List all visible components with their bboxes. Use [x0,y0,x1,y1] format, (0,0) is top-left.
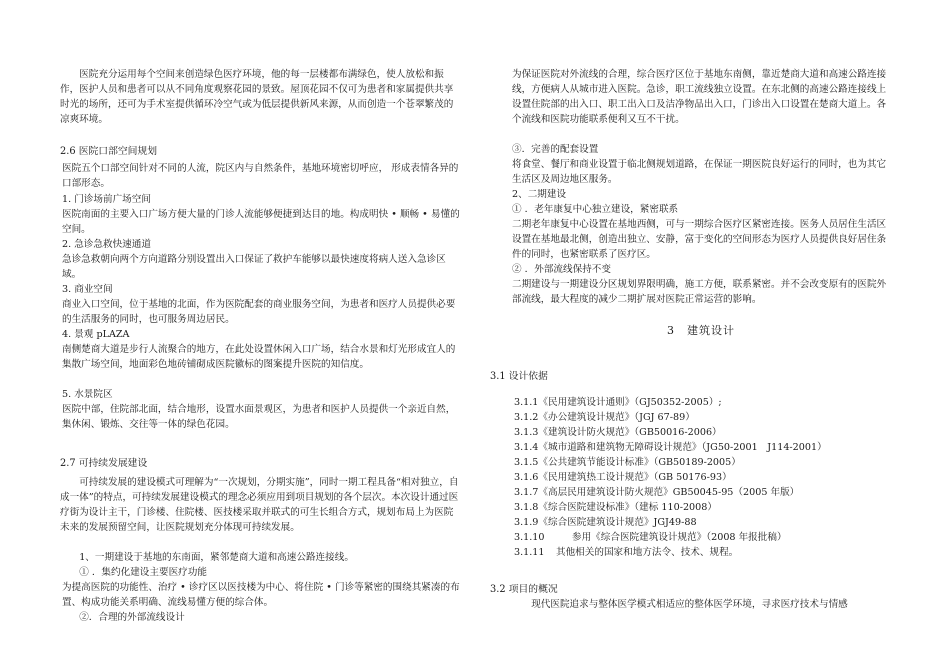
phase1-sub1-heading: ① ．集约化建设主要医疗功能 [79,567,207,578]
reference-number: 3.1.1 [514,397,539,408]
reference-text: 《高层民用建筑设计防火规范》GB50045-95（2005 年版） [538,487,800,498]
reference-item [512,500,890,515]
item-2-text: 急诊急救朝向两个方向道路分别设置出入口保证了救护车能够以最快速度将病人送入急诊区域。 [62,254,446,280]
reference-text: 参用《综合医院建筑设计规范》（2008 年报批稿） [572,532,787,543]
phase2-sub1-heading: ① ．老年康复中心独立建设，紧密联系 [512,204,679,215]
reference-text: 其他相关的国家和地方法令、技术、规程。 [556,547,739,558]
section-3-1-heading: 3.1 设计依据 [490,371,548,382]
phase1-sub2-heading: ②．合理的外部流线设计 [79,612,185,623]
phase2-sub2-text: 二期建设与一期建设分区规划界限明确，施工方便，联系紧密。并不会改变原有的医院外部流线，最大程度的减少二期扩展对医院正常运营的影响。 [512,279,887,305]
reference-item [512,395,890,410]
reference-item [512,530,890,545]
reference-number: 3.1.6 [514,472,539,483]
intro-paragraph: 医院充分运用每个空间来创造绿色医疗环境，他的每一层楼都布满绿色，使人放松和振作，医护人员和患者可以从不同角度观察花园的景致。屋顶花园不仅可为患者和家属提供共享时光的场所，还可为手术室提供循环冷空气或为低层提供新风来源，从而创造一个苍翠繁茂的凉爽环境。 [60,69,454,125]
item-3-setting-text: 将食堂、餐厅和商业设置于临北侧规划道路，在保证一期医院良好运行的同时，也为其它生活区及周边地区服务。 [512,159,887,185]
reference-text: 《公共建筑节能设计标准》（GB50189-2005） [538,457,741,468]
reference-item [512,455,890,470]
reference-number: 3.1.3 [514,427,539,438]
phase2-sub1-text: 二期老年康复中心设置在基地西侧，可与一期综合医疗区紧密连接。医务人员居住生活区设置在基地最北侧，创造出独立、安静，富于变化的空间形态为医疗人员提供良好居住条件的同时，也紧密联系了医疗区。 [512,219,887,260]
reference-list [512,395,890,560]
reference-item [512,545,890,560]
reference-text: 《综合医院建筑设计规范》JGJ49-88 [538,517,697,528]
item-1-text: 医院南面的主要入口广场方便大量的门诊人流能够便捷到达目的地。构成明快 • 顺畅 • 易懂的空间。 [62,209,460,235]
section-2-6-intro: 医院五个口部空间针对不同的人流，院区内与自然条件，基地环境密切呼应， 形成表情各异的口部形态。 [62,163,459,189]
reference-item [512,470,890,485]
reference-text: 《民用建筑热工设计规范》（GB 50176-93） [538,472,732,483]
item-3-text: 商业入口空间，位于基地的北面，作为医院配套的商业服务空间，为患者和医疗人员提供必要的生活服务的同时，也可服务周边居民。 [62,299,456,325]
phase2-heading: 2、二期建设 [512,189,567,200]
reference-number: 3.1.10 [514,532,545,543]
item-5-heading: 5. 水景院区 [62,389,113,400]
reference-text: 《城市道路和建筑物无障碍设计规范》（JG50-2001 J114-2001） [538,442,827,453]
chapter-3-heading: 3 建筑设计 [667,324,735,337]
item-1-heading: 1. 门诊场前广场空间 [62,194,151,205]
item-4-text: 南侧楚商大道是步行人流聚合的地方，在此处设置休闲入口广场，结合水景和灯光形成宜人的集散广场空间，地面彩色地砖铺砌成医院徽标的图案提升医院的知信度。 [62,344,456,370]
reference-item [512,515,890,530]
reference-text: 《建筑设计防火规范》（GB50016-2006） [538,427,722,438]
reference-number: 3.1.8 [514,502,539,513]
phase2-sub2-heading: ② ．外部流线保持不变 [512,264,611,275]
section-3-2-heading: 3.2 项目的概况 [490,584,558,595]
reference-text: 《综合医院建设标准》（建标 110-2008） [538,502,717,513]
phase1-sub1-text: 为提高医院的功能性、治疗 • 诊疗区以医技楼为中心、将住院 • 门诊等紧密的围绕其紧凑的布置、构成功能关系明确、流线易懂方便的综合体。 [62,582,460,608]
flow-paragraph: 为保证医院对外流线的合理，综合医疗区位于基地东南侧，靠近楚商大道和高速公路连接线，方便病人从城市进入医院。急诊，职工流线独立设置。在东北侧的高速公路连接线上设置住院部的出入口、职工出入口及洁净物品出入口，门诊出入口设置在楚商大道上。各个流线和医院功能联系便利又互不干扰。 [512,69,887,125]
section-2-7-text: 可持续发展的建设模式可理解为“一次规划，分期实施”，同时一期工程具备“相对独立，自成一体”的特点，可持续发展建设模式的理念必须应用到项目规划的各个层次。本次设计通过医疗街为设计主干，门诊楼、住院楼、医技楼采取并联式的可生长组合方式，规划布局上为医院未来的发展预留空间，让医院规划充分体现可持续发展。 [60,477,459,533]
item-4-heading: 4. 景观 pLAZA [62,329,130,340]
item-3-setting-heading: ③．完善的配套设置 [512,144,599,155]
reference-item [512,425,890,440]
reference-number: 3.1.2 [514,412,539,423]
item-2-heading: 2. 急诊急救快速通道 [62,239,151,250]
reference-item [512,410,890,425]
section-2-6-heading: 2.6 医院口部空间规划 [60,146,158,157]
reference-number: 3.1.7 [514,487,539,498]
section-3-2-text: 现代医院追求与整体医学模式相适应的整体医学环境，寻求医疗技术与情感 [531,599,848,610]
item-5-text: 医院中部，住院部北面，结合地形，设置水面景观区，为患者和医护人员提供一个亲近自然， 集休闲、锻炼、交往等一体的绿色花园。 [62,404,456,430]
reference-number: 3.1.5 [514,457,539,468]
reference-number: 3.1.9 [514,517,539,528]
phase1-item: 1、一期建设于基地的东南面，紧邻楚商大道和高速公路连接线。 [79,552,354,563]
reference-number: 3.1.4 [514,442,539,453]
reference-text: 《办公建筑设计规范》（JGJ 67-89） [538,412,695,423]
item-3-heading: 3. 商业空间 [62,284,113,295]
reference-item [512,485,890,500]
reference-text: 《民用建筑设计通则》（GJ50352-2005）; [538,397,722,408]
reference-item [512,440,890,455]
section-2-7-heading: 2.7 可持续发展建设 [60,458,148,469]
reference-number: 3.1.11 [514,547,545,558]
